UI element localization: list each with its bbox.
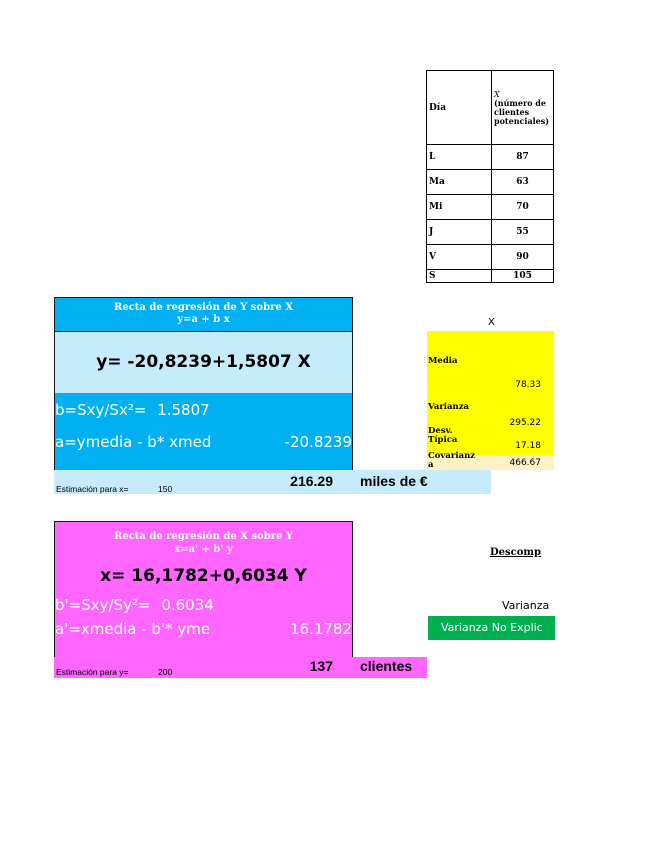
- table-row: [427, 220, 554, 245]
- value-cell: 90: [492, 245, 554, 270]
- table-row: [427, 145, 554, 170]
- desv-value: 17.18: [515, 441, 541, 451]
- reg-x-b-row: [55, 596, 352, 614]
- estimation-y-label: Estimación para y=: [56, 667, 129, 677]
- table-header-row: [427, 71, 554, 145]
- decomposition-title: Descomp: [490, 547, 541, 558]
- varianza-label: Varianza: [428, 402, 470, 412]
- b-value: 1.5807: [157, 401, 210, 419]
- table-row: [427, 195, 554, 220]
- day-cell: J: [427, 220, 492, 245]
- reg-y-header: [54, 297, 353, 332]
- cov-value: 466.67: [509, 458, 541, 468]
- data-table: [426, 70, 554, 283]
- value-cell: 105: [492, 270, 554, 283]
- day-cell: Ma: [427, 170, 492, 195]
- value-cell: 55: [492, 220, 554, 245]
- header-x: [492, 71, 554, 145]
- estimation-y-result: 137: [309, 658, 333, 674]
- value-cell: 63: [492, 170, 554, 195]
- header-day: Día: [427, 71, 492, 145]
- estimation-x-unit: miles de €: [360, 473, 428, 489]
- header-x-name: X: [494, 89, 500, 99]
- b-prime-value: 0.6034: [161, 596, 214, 614]
- varianza-no-explicada-label: Varianza No Explic: [428, 616, 555, 640]
- cov-label: Covarianza: [428, 451, 476, 470]
- stats-column-label: X: [488, 317, 495, 328]
- desv-label: Desv. Típica: [428, 426, 458, 445]
- a-value: -20.8239: [284, 433, 352, 451]
- b-label: b=Sxy/Sx²=: [55, 401, 147, 419]
- table-row: [427, 170, 554, 195]
- varianza-value: 295.22: [509, 418, 541, 428]
- estimation-x-label: Estimación para x=: [56, 484, 129, 494]
- estimation-x-value: 150: [158, 484, 173, 494]
- reg-x-equation: x= 16,1782+0,6034 Y: [100, 566, 307, 586]
- value-cell: 87: [492, 145, 554, 170]
- b-prime-label: b'=Sxy/Sy²=: [55, 596, 151, 614]
- header-x-desc: (número de clientes potenciales): [494, 97, 550, 126]
- estimation-x-result: 216.29: [290, 473, 333, 489]
- media-value: 78.33: [515, 380, 541, 390]
- reg-y-b-row: [55, 401, 352, 419]
- estimation-y-unit: clientes: [360, 658, 413, 674]
- day-cell: Mi: [427, 195, 492, 220]
- reg-x-formula: x=a' + b' y: [174, 544, 233, 555]
- table-row: [427, 270, 554, 283]
- a-prime-value: 16.1782: [289, 620, 352, 638]
- table-row: [427, 245, 554, 270]
- media-label: Media: [428, 356, 458, 366]
- reg-y-equation: y= -20,8239+1,5807 X: [54, 332, 353, 393]
- a-prime-label: a'=xmedia - b'* yme: [55, 620, 211, 638]
- day-cell: V: [427, 245, 492, 270]
- day-cell: S: [427, 270, 492, 283]
- day-cell: L: [427, 145, 492, 170]
- value-cell: 70: [492, 195, 554, 220]
- reg-y-title: Recta de regresión de Y sobre X: [114, 302, 293, 313]
- a-label: a=ymedia - b* xmed: [55, 433, 212, 451]
- varianza-explicada-label: Varianza: [502, 599, 550, 612]
- reg-y-formula: y=a + b x: [177, 314, 230, 325]
- reg-x-title: Recta de regresión de X sobre Y: [114, 531, 293, 542]
- estimation-y-value: 200: [158, 667, 173, 677]
